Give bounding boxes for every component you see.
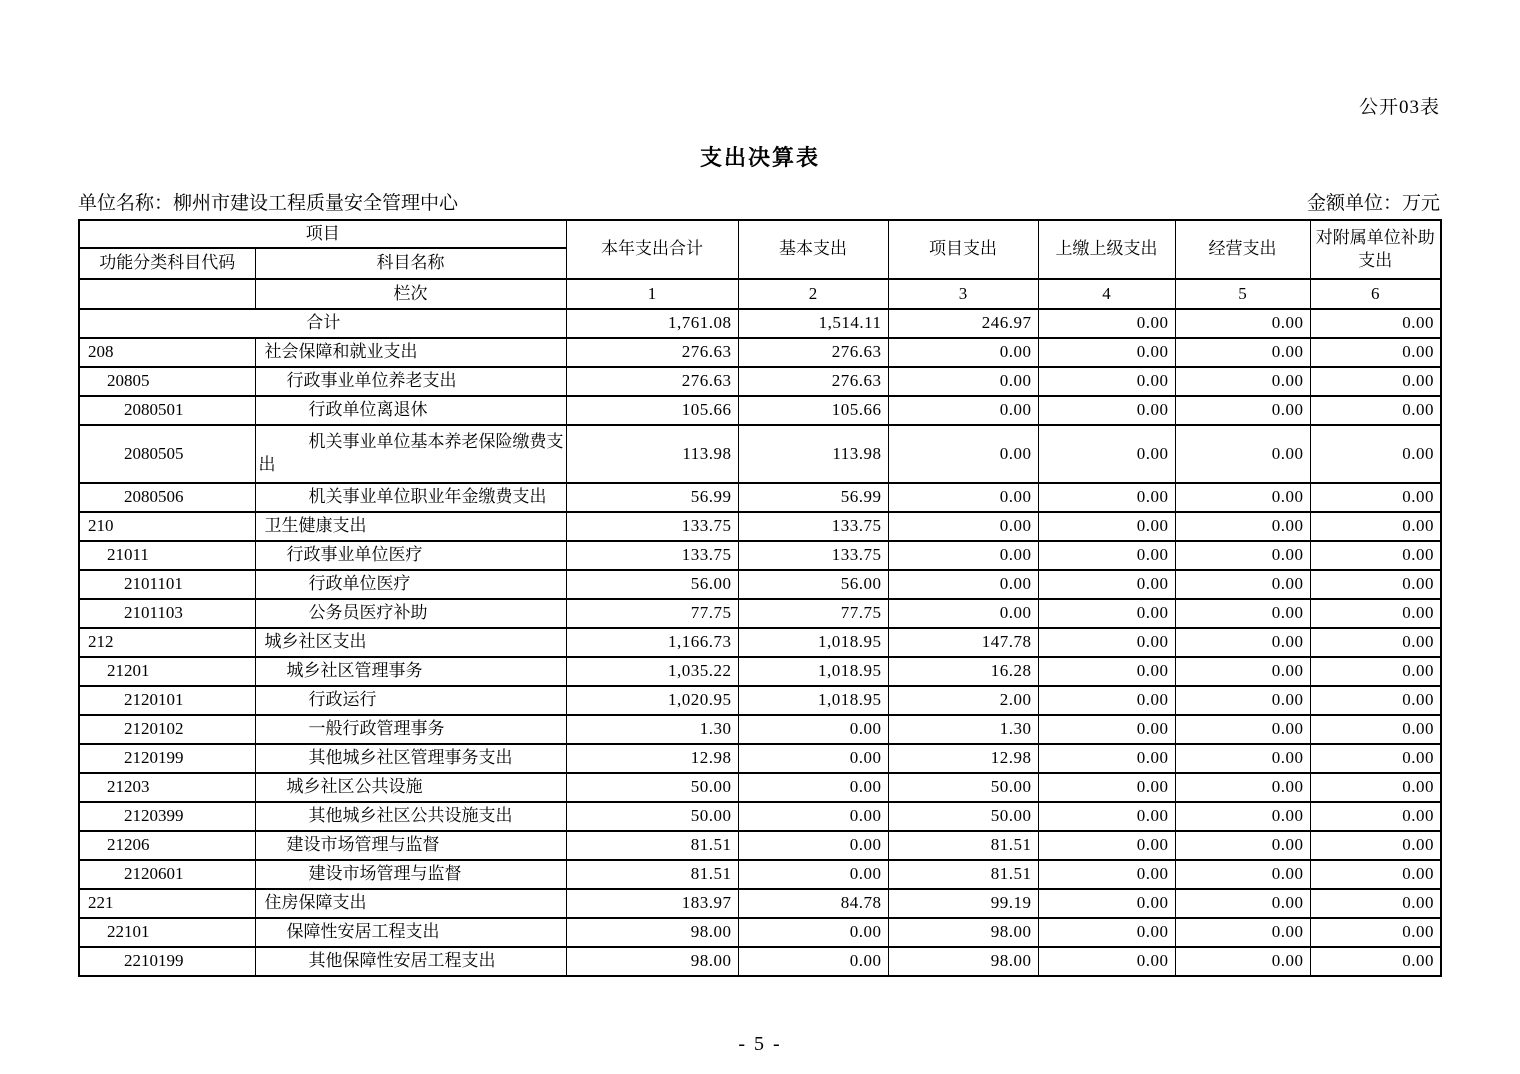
row-value-cell: 0.00 [1038,686,1175,715]
row-name-cell: 行政单位离退休 [255,396,566,425]
row-code-cell: 21206 [79,831,255,860]
row-value-cell: 1,018.95 [738,628,888,657]
row-value-cell: 0.00 [1175,367,1310,396]
row-value-cell: 0.00 [1175,802,1310,831]
row-value-cell: 0.00 [1038,773,1175,802]
row-value-cell: 0.00 [1310,686,1441,715]
row-value-cell: 0.00 [1038,338,1175,367]
row-value-cell: 0.00 [1310,657,1441,686]
row-value-cell: 0.00 [1038,599,1175,628]
row-value-cell: 0.00 [1038,715,1175,744]
header-colnum-6: 6 [1310,279,1441,309]
row-value-cell: 0.00 [1310,715,1441,744]
row-value-cell: 0.00 [1038,512,1175,541]
row-value-cell: 0.00 [1310,483,1441,512]
row-code-cell: 22101 [79,918,255,947]
row-name-cell: 住房保障支出 [255,889,566,918]
row-value-cell: 0.00 [738,773,888,802]
table-row [79,396,1441,425]
table-row [79,744,1441,773]
row-name-cell: 机关事业单位基本养老保险缴费支出 [255,425,566,483]
row-value-cell: 0.00 [1038,860,1175,889]
header-col-upper: 上缴上级支出 [1038,220,1175,279]
row-value-cell: 0.00 [1175,715,1310,744]
row-value-cell: 0.00 [1175,918,1310,947]
row-value-cell: 0.00 [1310,918,1441,947]
row-value-cell: 84.78 [738,889,888,918]
row-value-cell: 0.00 [1038,628,1175,657]
table-row [79,918,1441,947]
row-code-cell: 2120399 [79,802,255,831]
row-value-cell: 1,761.08 [566,309,738,338]
row-value-cell: 0.00 [888,367,1038,396]
row-value-cell: 0.00 [1175,947,1310,976]
row-value-cell: 0.00 [1038,802,1175,831]
row-value-cell: 0.00 [1310,512,1441,541]
row-value-cell: 113.98 [738,425,888,483]
row-value-cell: 0.00 [738,918,888,947]
row-value-cell: 0.00 [888,570,1038,599]
row-name-cell: 建设市场管理与监督 [255,860,566,889]
row-value-cell: 0.00 [1175,686,1310,715]
row-value-cell: 98.00 [566,947,738,976]
row-value-cell: 50.00 [566,802,738,831]
row-value-cell: 0.00 [1310,338,1441,367]
row-name-cell: 公务员医疗补助 [255,599,566,628]
header-colnum-2: 2 [738,279,888,309]
row-value-cell: 0.00 [1038,918,1175,947]
row-name-cell: 行政单位医疗 [255,570,566,599]
row-value-cell: 0.00 [888,483,1038,512]
row-name-cell: 城乡社区管理事务 [255,657,566,686]
row-code-cell: 2120601 [79,860,255,889]
row-code-cell: 2101101 [79,570,255,599]
row-value-cell: 0.00 [1175,657,1310,686]
row-code-cell: 2210199 [79,947,255,976]
header-col-basic: 基本支出 [738,220,888,279]
header-col-operating: 经营支出 [1175,220,1310,279]
row-code-cell: 221 [79,889,255,918]
row-value-cell: 0.00 [1310,309,1441,338]
row-code-cell: 2120101 [79,686,255,715]
row-value-cell: 1.30 [566,715,738,744]
header-row-project [79,220,1441,248]
row-value-cell: 12.98 [888,744,1038,773]
row-value-cell: 0.00 [1175,541,1310,570]
row-value-cell: 0.00 [1175,338,1310,367]
row-value-cell: 12.98 [566,744,738,773]
row-name-cell: 行政事业单位养老支出 [255,367,566,396]
row-value-cell: 0.00 [738,947,888,976]
row-value-cell: 56.99 [566,483,738,512]
table-row [79,367,1441,396]
header-empty-cell [79,279,255,309]
row-name-cell: 城乡社区支出 [255,628,566,657]
row-value-cell: 0.00 [1175,570,1310,599]
row-code-cell: 212 [79,628,255,657]
row-name-cell: 建设市场管理与监督 [255,831,566,860]
row-name-cell: 社会保障和就业支出 [255,338,566,367]
row-value-cell: 0.00 [1175,773,1310,802]
row-name-cell: 其他保障性安居工程支出 [255,947,566,976]
table-row [79,831,1441,860]
row-value-cell: 183.97 [566,889,738,918]
row-value-cell: 0.00 [1310,599,1441,628]
table-row [79,802,1441,831]
header-colnum-5: 5 [1175,279,1310,309]
row-value-cell: 0.00 [1038,541,1175,570]
meta-row [78,188,1440,215]
row-code-cell: 2080506 [79,483,255,512]
row-value-cell: 0.00 [738,860,888,889]
row-value-cell: 0.00 [1175,628,1310,657]
row-value-cell: 0.00 [1038,425,1175,483]
header-col-subsidy: 对附属单位补助支出 [1310,220,1441,279]
row-value-cell: 16.28 [888,657,1038,686]
table-row [79,338,1441,367]
row-value-cell: 0.00 [1175,744,1310,773]
header-name-col: 科目名称 [255,248,566,279]
row-value-cell: 0.00 [1038,367,1175,396]
row-value-cell: 133.75 [566,512,738,541]
table-row [79,628,1441,657]
row-value-cell: 1,166.73 [566,628,738,657]
row-name-cell: 行政事业单位医疗 [255,541,566,570]
row-value-cell: 98.00 [888,918,1038,947]
page-title: 支出决算表 [699,145,820,170]
amount-unit-label: 金额单位：万元 [1306,193,1440,214]
row-value-cell: 56.00 [738,570,888,599]
row-value-cell: 105.66 [738,396,888,425]
row-value-cell: 50.00 [888,773,1038,802]
row-value-cell: 1,020.95 [566,686,738,715]
row-name-cell: 卫生健康支出 [255,512,566,541]
row-value-cell: 276.63 [566,367,738,396]
row-code-cell: 208 [79,338,255,367]
table-row [79,657,1441,686]
row-value-cell: 246.97 [888,309,1038,338]
row-value-cell: 0.00 [738,831,888,860]
row-code-cell: 21203 [79,773,255,802]
header-project-group: 项目 [79,220,566,248]
table-row [79,947,1441,976]
row-name-cell: 合计 [79,309,566,338]
row-value-cell: 0.00 [1310,367,1441,396]
row-name-cell: 其他城乡社区公共设施支出 [255,802,566,831]
row-value-cell: 133.75 [738,512,888,541]
row-code-cell: 2080505 [79,425,255,483]
row-value-cell: 0.00 [1310,773,1441,802]
row-value-cell: 0.00 [1175,599,1310,628]
row-code-cell: 2120102 [79,715,255,744]
row-value-cell: 113.98 [566,425,738,483]
table-row [79,309,1441,338]
header-lanci-label: 栏次 [255,279,566,309]
header-col-total: 本年支出合计 [566,220,738,279]
row-value-cell: 0.00 [1175,309,1310,338]
row-value-cell: 0.00 [888,396,1038,425]
header-colnum-4: 4 [1038,279,1175,309]
table-row [79,425,1441,483]
page-number: - 5 - [738,1033,782,1055]
header-colnum-1: 1 [566,279,738,309]
row-value-cell: 1.30 [888,715,1038,744]
row-value-cell: 0.00 [1310,947,1441,976]
row-value-cell: 0.00 [1038,396,1175,425]
row-value-cell: 0.00 [888,338,1038,367]
row-value-cell: 0.00 [738,744,888,773]
row-value-cell: 0.00 [1175,425,1310,483]
row-code-cell: 21011 [79,541,255,570]
row-code-cell: 2101103 [79,599,255,628]
row-value-cell: 0.00 [1175,512,1310,541]
row-name-cell: 城乡社区公共设施 [255,773,566,802]
row-value-cell: 1,514.11 [738,309,888,338]
row-value-cell: 0.00 [1038,889,1175,918]
row-value-cell: 0.00 [1038,483,1175,512]
row-code-cell: 20805 [79,367,255,396]
row-value-cell: 1,018.95 [738,657,888,686]
row-value-cell: 0.00 [1310,860,1441,889]
row-value-cell: 0.00 [1038,570,1175,599]
row-value-cell: 0.00 [1310,541,1441,570]
row-value-cell: 99.19 [888,889,1038,918]
header-colnum-3: 3 [888,279,1038,309]
table-row [79,889,1441,918]
row-value-cell: 50.00 [566,773,738,802]
row-name-cell: 机关事业单位职业年金缴费支出 [255,483,566,512]
header-row-lanci [79,279,1441,309]
row-name-cell: 一般行政管理事务 [255,715,566,744]
row-value-cell: 56.99 [738,483,888,512]
row-value-cell: 147.78 [888,628,1038,657]
row-value-cell: 56.00 [566,570,738,599]
row-value-cell: 105.66 [566,396,738,425]
row-value-cell: 0.00 [738,802,888,831]
row-value-cell: 77.75 [566,599,738,628]
doc-code-label: 公开03表 [1358,97,1440,118]
table-row [79,686,1441,715]
row-value-cell: 0.00 [888,512,1038,541]
row-value-cell: 0.00 [1310,889,1441,918]
table-row [79,512,1441,541]
table-row [79,483,1441,512]
row-value-cell: 0.00 [1038,309,1175,338]
row-value-cell: 133.75 [738,541,888,570]
row-value-cell: 0.00 [1175,860,1310,889]
row-value-cell: 1,018.95 [738,686,888,715]
header-code-col: 功能分类科目代码 [79,248,255,279]
row-value-cell: 81.51 [888,860,1038,889]
row-value-cell: 0.00 [1175,831,1310,860]
row-value-cell: 50.00 [888,802,1038,831]
row-code-cell: 2120199 [79,744,255,773]
row-value-cell: 1,035.22 [566,657,738,686]
row-value-cell: 98.00 [566,918,738,947]
row-value-cell: 0.00 [1310,802,1441,831]
row-value-cell: 0.00 [1038,831,1175,860]
unit-name-label: 单位名称：柳州市建设工程质量安全管理中心 [78,193,459,214]
row-value-cell: 77.75 [738,599,888,628]
row-value-cell: 81.51 [566,831,738,860]
row-value-cell: 0.00 [1310,425,1441,483]
row-name-cell: 其他城乡社区管理事务支出 [255,744,566,773]
row-code-cell: 2080501 [79,396,255,425]
table-row [79,773,1441,802]
row-value-cell: 276.63 [738,367,888,396]
row-value-cell: 133.75 [566,541,738,570]
row-value-cell: 81.51 [566,860,738,889]
row-value-cell: 98.00 [888,947,1038,976]
row-value-cell: 0.00 [1310,744,1441,773]
row-value-cell: 0.00 [888,599,1038,628]
row-value-cell: 0.00 [1310,570,1441,599]
table-row [79,570,1441,599]
row-value-cell: 0.00 [1310,831,1441,860]
row-value-cell: 0.00 [1175,889,1310,918]
expenditure-table [78,219,1442,977]
table-row [79,715,1441,744]
row-code-cell: 210 [79,512,255,541]
row-value-cell: 0.00 [1175,396,1310,425]
row-value-cell: 0.00 [1175,483,1310,512]
row-value-cell: 0.00 [1038,744,1175,773]
table-row [79,860,1441,889]
row-value-cell: 0.00 [1038,947,1175,976]
row-value-cell: 0.00 [1310,628,1441,657]
header-col-project-exp: 项目支出 [888,220,1038,279]
row-code-cell: 21201 [79,657,255,686]
row-value-cell: 0.00 [1310,396,1441,425]
row-value-cell: 276.63 [566,338,738,367]
row-value-cell: 2.00 [888,686,1038,715]
row-value-cell: 0.00 [888,425,1038,483]
row-value-cell: 0.00 [888,541,1038,570]
row-value-cell: 276.63 [738,338,888,367]
row-name-cell: 保障性安居工程支出 [255,918,566,947]
row-value-cell: 0.00 [1038,657,1175,686]
row-value-cell: 81.51 [888,831,1038,860]
row-value-cell: 0.00 [738,715,888,744]
table-row [79,599,1441,628]
table-row [79,541,1441,570]
row-name-cell: 行政运行 [255,686,566,715]
